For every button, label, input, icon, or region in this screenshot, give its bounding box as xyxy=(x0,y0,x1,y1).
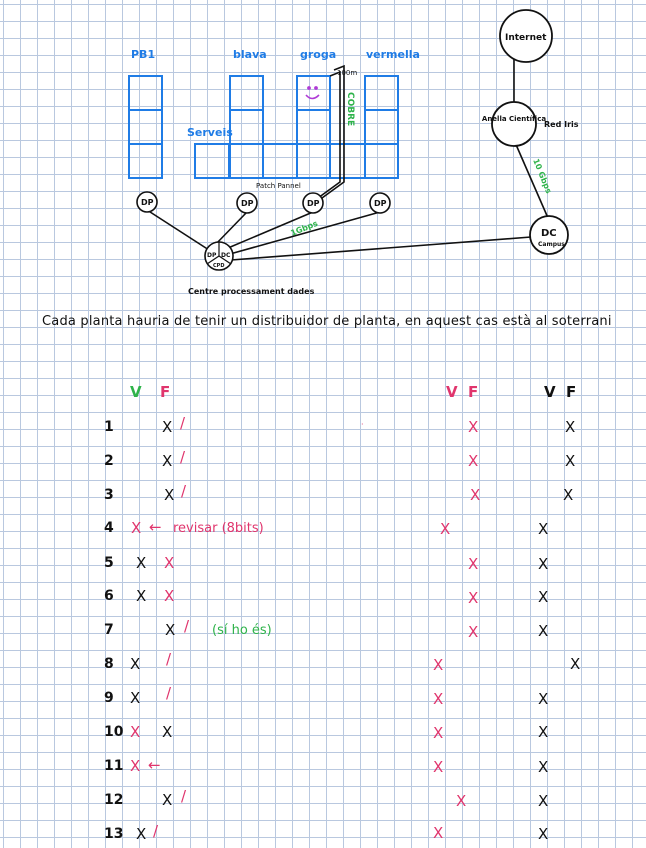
mark-x: X xyxy=(538,723,549,741)
dp-node-pb1 xyxy=(137,192,157,212)
mark-x: X xyxy=(164,587,175,605)
mark-x: X xyxy=(433,758,444,776)
col2-v-header: V xyxy=(446,383,458,401)
mark-x: X xyxy=(570,655,581,673)
mark-x: X xyxy=(440,520,451,538)
mark-x: X xyxy=(130,757,141,775)
label-pb1: PB1 xyxy=(131,48,156,61)
mark-x: X xyxy=(136,587,147,605)
col3-f-header: F xyxy=(566,383,577,401)
label-vermella: vermella xyxy=(366,48,420,61)
dp-node-blava xyxy=(237,193,257,213)
svg-text:Anella Científica: Anella Científica xyxy=(481,115,547,123)
cable-type-label: COBRE xyxy=(345,92,355,127)
mark-x: X xyxy=(538,758,549,776)
col1-v-header: V xyxy=(130,383,142,401)
col1-f-header: F xyxy=(160,383,171,401)
mark-x: X xyxy=(565,452,576,470)
mark-x: X xyxy=(538,792,549,810)
red-iris-label: Red Iris xyxy=(544,120,579,129)
svg-text:DC: DC xyxy=(221,252,231,259)
row-number: 3 xyxy=(104,487,114,503)
row-number: 2 xyxy=(104,453,114,469)
svg-text:Internet: Internet xyxy=(505,33,547,43)
row-number: 8 xyxy=(104,656,114,672)
mark-x: X xyxy=(136,554,147,572)
row-number: 6 xyxy=(104,588,114,604)
check-mark: / xyxy=(153,822,159,840)
row-number: 13 xyxy=(104,826,124,842)
annotation-siho-es: (sí ho és) xyxy=(212,623,272,638)
mark-x: X xyxy=(538,588,549,606)
building-pb1 xyxy=(129,76,162,178)
mark-x: X xyxy=(538,690,549,708)
annotation-revisar: revisar (8bits) xyxy=(173,521,264,536)
building-vermella xyxy=(365,76,398,178)
mark-x: X xyxy=(433,724,444,742)
check-mark: / xyxy=(181,482,187,500)
mark-x: X xyxy=(433,656,444,674)
mark-x: X xyxy=(433,824,444,842)
svg-text:DP: DP xyxy=(374,199,387,208)
mark-x: X xyxy=(162,452,173,470)
mark-x: X xyxy=(162,418,173,436)
arrow-mark: ← xyxy=(149,518,162,536)
mark-x: X xyxy=(162,723,173,741)
mark-x: X xyxy=(468,623,479,641)
campus-buildings xyxy=(129,76,398,178)
row-number: 4 xyxy=(104,520,114,536)
mark-x: X xyxy=(130,689,141,707)
centre-processament-node xyxy=(205,242,233,270)
check-mark: / xyxy=(184,617,190,635)
cable-lines xyxy=(147,48,548,260)
mark-x: X xyxy=(164,554,175,572)
speed-10g-label: 10 Gbps xyxy=(531,157,554,195)
check-mark: / xyxy=(166,650,172,668)
smiley-doodle xyxy=(306,87,319,99)
label-groga: groga xyxy=(300,48,337,61)
mark-x: X xyxy=(130,723,141,741)
row-number: 7 xyxy=(104,622,114,638)
mark-x: X xyxy=(538,520,549,538)
stray-dot: · xyxy=(361,420,364,429)
svg-text:CPD: CPD xyxy=(213,263,225,269)
mark-x: X xyxy=(164,486,175,504)
label-serveis: Serveis xyxy=(187,126,233,139)
mark-x: X xyxy=(433,690,444,708)
mark-x: X xyxy=(468,555,479,573)
mark-x: X xyxy=(131,519,142,537)
mark-x: X xyxy=(538,622,549,640)
col3-v-header: V xyxy=(544,383,556,401)
row-number: 12 xyxy=(104,792,124,808)
speed-1g-label: 1Gbps xyxy=(289,218,320,238)
check-mark: / xyxy=(180,414,186,432)
mark-x: X xyxy=(538,825,549,843)
mark-x: X xyxy=(136,825,147,843)
row-number: 9 xyxy=(104,690,114,706)
svg-text:DC: DC xyxy=(541,228,557,239)
mark-x: X xyxy=(162,791,173,809)
svg-text:DP: DP xyxy=(307,199,320,208)
building-groga xyxy=(297,76,330,178)
svg-text:DP: DP xyxy=(207,252,217,259)
dp-node-groga xyxy=(303,193,323,213)
check-mark: / xyxy=(166,684,172,702)
mark-x: X xyxy=(165,621,176,639)
mark-x: X xyxy=(538,555,549,573)
mark-x: X xyxy=(563,486,574,504)
note-text: Cada planta hauria de tenir un distribuidor de planta, en aquest cas està al soterrani xyxy=(42,314,612,329)
row-number: 5 xyxy=(104,555,114,571)
check-mark: / xyxy=(180,448,186,466)
svg-text:DP: DP xyxy=(141,198,154,207)
check-mark: / xyxy=(181,787,187,805)
mark-x: X xyxy=(468,452,479,470)
building-blava xyxy=(230,76,263,178)
patch-panel-label: Patch Pannel xyxy=(256,182,301,190)
network-diagram xyxy=(0,0,646,310)
mark-x: X xyxy=(456,792,467,810)
mark-x: X xyxy=(468,589,479,607)
row-number: 1 xyxy=(104,419,114,435)
row-number: 10 xyxy=(104,724,124,740)
mark-x: X xyxy=(130,655,141,673)
svg-text:Campus: Campus xyxy=(538,241,565,248)
col2-f-header: F xyxy=(468,383,479,401)
dc-campus-node xyxy=(530,216,568,254)
arrow-mark: ← xyxy=(148,756,161,774)
label-blava: blava xyxy=(233,48,267,61)
centre-caption: Centre processament dades xyxy=(188,287,315,296)
svg-text:DP: DP xyxy=(241,199,254,208)
mark-x: X xyxy=(468,418,479,436)
mark-x: X xyxy=(470,486,481,504)
dp-node-vermella xyxy=(370,193,390,213)
mark-x: X xyxy=(565,418,576,436)
cable-length-label: 100m xyxy=(337,69,358,77)
internet-node xyxy=(500,10,552,62)
anella-cientifica-node xyxy=(482,102,546,146)
row-number: 11 xyxy=(104,758,124,774)
